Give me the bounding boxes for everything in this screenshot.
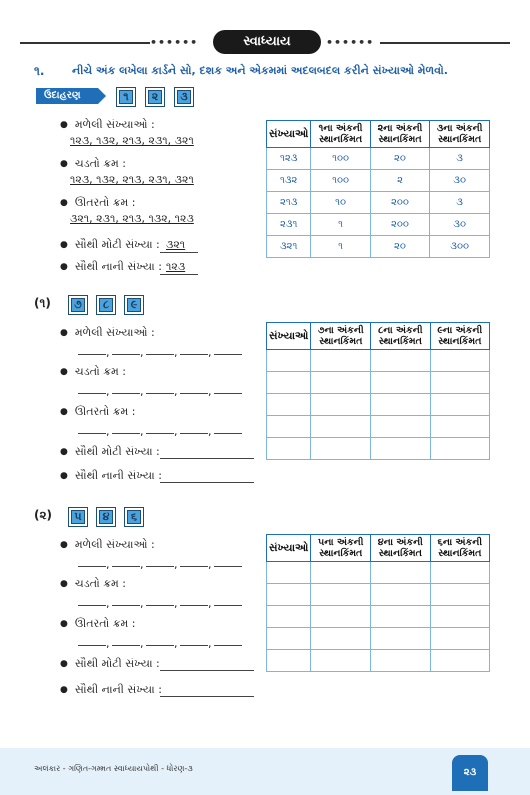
table-cell[interactable] <box>311 416 371 438</box>
comma-separator: , <box>208 597 212 610</box>
answer-obtained: ૧૨૩, ૧૩૨, ૨૧૩, ૨૩૧, ૩૨૧ <box>70 134 194 147</box>
comma-separator: , <box>140 558 144 571</box>
comma-separator: , <box>208 385 212 398</box>
header-dots-left: •••••• <box>150 36 199 49</box>
answer-blank[interactable] <box>78 433 106 434</box>
digit-card: ૩ <box>174 87 194 107</box>
table-cell[interactable] <box>430 628 489 650</box>
answer-smallest: ૧૨૩ <box>166 260 186 273</box>
table-cell: ૧૨૩ <box>267 148 311 170</box>
table-header: ૬ના અંકની સ્થાનકિંમત <box>430 535 489 562</box>
table-row <box>267 192 490 214</box>
table-cell[interactable] <box>371 372 430 394</box>
table-cell[interactable] <box>430 562 489 584</box>
answer-blank[interactable] <box>78 354 106 355</box>
table-row <box>267 584 490 606</box>
table-cell[interactable] <box>267 650 311 672</box>
table-cell: ૩૨૧ <box>267 236 311 258</box>
table-cell: ૩૦૦ <box>430 236 490 258</box>
answer-blank[interactable] <box>112 433 140 434</box>
table-cell: ૩ <box>430 192 490 214</box>
answer-blank[interactable] <box>78 645 106 646</box>
table-row <box>267 236 490 258</box>
digit-card: ૫ <box>68 507 88 527</box>
table-cell: ૧૦ <box>311 192 370 214</box>
digit-card: ૧ <box>116 87 136 107</box>
answer-blank[interactable] <box>146 605 174 606</box>
comma-separator: , <box>140 425 144 438</box>
table-header: ૪ના અંકની સ્થાનકિંમત <box>371 535 431 562</box>
label-smallest: ● સૌથી નાની સંખ્યા : <box>60 683 162 697</box>
table-header-row <box>267 323 490 350</box>
exercise2-place-value-table <box>266 534 490 672</box>
comma-separator: , <box>174 597 178 610</box>
table-header: સંખ્યાઓ <box>267 323 311 350</box>
answer-blank[interactable] <box>160 696 254 697</box>
answer-blank[interactable] <box>146 354 174 355</box>
answer-blank[interactable] <box>112 566 140 567</box>
table-cell[interactable] <box>430 350 490 372</box>
table-header: ૯ના અંકની સ્થાનકિંમત <box>430 323 490 350</box>
table-row <box>267 148 490 170</box>
answer-blank[interactable] <box>146 566 174 567</box>
table-cell[interactable] <box>371 628 431 650</box>
digit-card: ૯ <box>124 295 144 315</box>
table-row <box>267 416 490 438</box>
answer-descending: ૩૨૧, ૨૩૧, ૨૧૩, ૧૩૨, ૧૨૩ <box>70 212 194 225</box>
table-row <box>267 350 490 372</box>
comma-separator: , <box>174 558 178 571</box>
comma-separator: , <box>106 385 110 398</box>
answer-blank[interactable] <box>78 393 106 394</box>
table-header: ૩ના અંકની સ્થાનકિંમત <box>430 121 490 148</box>
table-cell[interactable] <box>267 562 311 584</box>
table-cell[interactable] <box>430 438 490 460</box>
comma-separator: , <box>140 385 144 398</box>
answer-blank[interactable] <box>78 566 106 567</box>
table-cell[interactable] <box>311 650 371 672</box>
answer-blank[interactable] <box>180 354 208 355</box>
table-row <box>267 372 490 394</box>
answer-blank[interactable] <box>180 393 208 394</box>
table-cell[interactable] <box>267 372 311 394</box>
table-cell: ૩ <box>430 148 490 170</box>
label-descending: ● ઊતરતો ક્રમ : <box>60 196 136 210</box>
table-cell: ૧૩૨ <box>267 170 311 192</box>
table-cell: ૧૦૦ <box>311 170 370 192</box>
table-cell: ૩૦ <box>430 170 490 192</box>
answer-blank[interactable] <box>160 482 254 483</box>
table-cell[interactable] <box>430 650 489 672</box>
label-largest: ● સૌથી મોટી સંખ્યા : <box>60 238 160 252</box>
table-cell[interactable] <box>371 350 430 372</box>
answer-blank[interactable] <box>214 393 242 394</box>
comma-separator: , <box>106 425 110 438</box>
table-cell[interactable] <box>371 606 431 628</box>
page-title: સ્વાધ્યાય <box>213 30 321 54</box>
table-row <box>267 170 490 192</box>
table-cell[interactable] <box>311 584 371 606</box>
answer-blank[interactable] <box>214 354 242 355</box>
table-cell[interactable] <box>311 562 371 584</box>
table-cell[interactable] <box>430 394 490 416</box>
answer-ascending: ૧૨૩, ૧૩૨, ૨૧૩, ૨૩૧, ૩૨૧ <box>70 173 194 186</box>
answer-blank[interactable] <box>112 605 140 606</box>
table-header-row <box>267 535 490 562</box>
table-cell[interactable] <box>311 628 371 650</box>
table-cell[interactable] <box>311 438 371 460</box>
table-cell: ૨૩૧ <box>267 214 311 236</box>
table-header-row <box>267 121 490 148</box>
label-largest: ● સૌથી મોટી સંખ્યા : <box>60 657 160 671</box>
comma-separator: , <box>208 558 212 571</box>
table-cell: ૨ <box>370 170 430 192</box>
label-obtained: ● મળેલી સંખ્યાઓ : <box>60 118 155 132</box>
table-row <box>267 650 490 672</box>
table-row <box>267 606 490 628</box>
table-cell: ૨૦૦ <box>370 214 430 236</box>
table-cell[interactable] <box>267 606 311 628</box>
header-rule-left <box>20 42 150 44</box>
table-header: સંખ્યાઓ <box>267 121 311 148</box>
table-cell[interactable] <box>267 438 311 460</box>
table-cell[interactable] <box>430 416 490 438</box>
table-cell: ૨૦ <box>370 148 430 170</box>
comma-separator: , <box>208 425 212 438</box>
table-cell[interactable] <box>267 350 311 372</box>
digit-card: ૨ <box>145 87 165 107</box>
exercise-number: (૧) <box>34 296 51 310</box>
table-cell: ૩૦ <box>430 214 490 236</box>
table-cell[interactable] <box>430 606 489 628</box>
table-cell[interactable] <box>371 438 430 460</box>
table-header: ૫ના અંકની સ્થાનકિંમત <box>311 535 371 562</box>
table-row <box>267 394 490 416</box>
question-number: ૧. <box>34 64 45 78</box>
answer-blank[interactable] <box>214 645 242 646</box>
table-header: ૮ના અંકની સ્થાનકિંમત <box>371 323 430 350</box>
table-cell[interactable] <box>430 372 490 394</box>
table-cell[interactable] <box>311 394 371 416</box>
table-cell: ૨૦ <box>370 236 430 258</box>
example-badge: ઉદાહરણ <box>36 88 98 104</box>
answer-underline <box>160 274 198 275</box>
table-cell[interactable] <box>371 416 430 438</box>
answer-underline <box>160 252 198 253</box>
answer-blank[interactable] <box>214 605 242 606</box>
table-cell: ૨૧૩ <box>267 192 311 214</box>
table-cell[interactable] <box>430 584 489 606</box>
table-cell[interactable] <box>311 606 371 628</box>
table-row <box>267 214 490 236</box>
exercise-number: (૨) <box>34 508 53 522</box>
answer-blank[interactable] <box>78 605 106 606</box>
table-cell[interactable] <box>267 584 311 606</box>
comma-separator: , <box>106 558 110 571</box>
comma-separator: , <box>140 637 144 650</box>
comma-separator: , <box>208 346 212 359</box>
answer-blank[interactable] <box>180 433 208 434</box>
label-smallest: ● સૌથી નાની સંખ્યા : <box>60 469 162 483</box>
digit-card: ૬ <box>124 507 144 527</box>
example-place-value-table <box>266 120 490 258</box>
table-cell[interactable] <box>267 416 311 438</box>
answer-blank[interactable] <box>112 354 140 355</box>
answer-blank[interactable] <box>180 566 208 567</box>
table-cell: ૧ <box>311 236 370 258</box>
table-header: સંખ્યાઓ <box>267 535 311 562</box>
answer-blank[interactable] <box>180 645 208 646</box>
comma-separator: , <box>106 637 110 650</box>
answer-blank[interactable] <box>160 458 254 459</box>
comma-separator: , <box>208 637 212 650</box>
page-number: ૨૩ <box>452 755 488 791</box>
table-cell[interactable] <box>371 394 430 416</box>
footer-text: અલંકાર - ગણિત-ગમ્મત સ્વાધ્યાયપોથી - ધોરણ-૩ <box>34 764 193 773</box>
comma-separator: , <box>174 385 178 398</box>
table-cell[interactable] <box>267 628 311 650</box>
digit-card: ૪ <box>96 507 116 527</box>
table-cell: ૨૦૦ <box>370 192 430 214</box>
table-row <box>267 562 490 584</box>
label-descending: ● ઊતરતો ક્રમ : <box>60 405 136 419</box>
table-cell[interactable] <box>311 350 371 372</box>
answer-blank[interactable] <box>180 605 208 606</box>
label-ascending: ● ચડતો ક્રમ : <box>60 365 126 379</box>
question-text: નીચે અંક લખેલા કાર્ડને સો, દશક અને એકમમાં અદલબદલ કરીને સંખ્યાઓ મેળવો. <box>72 64 448 77</box>
table-cell[interactable] <box>267 394 311 416</box>
comma-separator: , <box>140 346 144 359</box>
table-header: ૨ના અંકની સ્થાનકિંમત <box>370 121 430 148</box>
answer-blank[interactable] <box>214 433 242 434</box>
label-ascending: ● ચડતો ક્રમ : <box>60 577 126 591</box>
digit-card: ૮ <box>96 295 116 315</box>
answer-blank[interactable] <box>112 393 140 394</box>
table-cell: ૧૦૦ <box>311 148 370 170</box>
header-rule-right <box>380 42 510 44</box>
table-header: ૭ના અંકની સ્થાનકિંમત <box>311 323 371 350</box>
comma-separator: , <box>140 597 144 610</box>
comma-separator: , <box>174 346 178 359</box>
answer-blank[interactable] <box>146 393 174 394</box>
table-cell[interactable] <box>371 584 431 606</box>
answer-blank[interactable] <box>214 566 242 567</box>
label-descending: ● ઊતરતો ક્રમ : <box>60 617 136 631</box>
comma-separator: , <box>174 425 178 438</box>
answer-blank[interactable] <box>146 433 174 434</box>
exercise1-place-value-table <box>266 322 490 460</box>
table-cell[interactable] <box>371 562 431 584</box>
table-cell[interactable] <box>371 650 431 672</box>
table-row <box>267 628 490 650</box>
comma-separator: , <box>106 597 110 610</box>
table-header: ૧ના અંકની સ્થાનકિંમત <box>311 121 370 148</box>
answer-blank[interactable] <box>160 670 254 671</box>
comma-separator: , <box>174 637 178 650</box>
answer-blank[interactable] <box>112 645 140 646</box>
table-cell[interactable] <box>311 372 371 394</box>
table-row <box>267 438 490 460</box>
label-obtained: ● મળેલી સંખ્યાઓ : <box>60 326 155 340</box>
answer-largest: ૩૨૧ <box>166 238 186 251</box>
answer-blank[interactable] <box>146 645 174 646</box>
label-smallest: ● સૌથી નાની સંખ્યા : <box>60 260 162 274</box>
comma-separator: , <box>106 346 110 359</box>
digit-card: ૭ <box>68 295 88 315</box>
label-ascending: ● ચડતો ક્રમ : <box>60 157 126 171</box>
label-obtained: ● મળેલી સંખ્યાઓ : <box>60 538 155 552</box>
header-dots-right: •••••• <box>326 36 375 49</box>
table-cell: ૧ <box>311 214 370 236</box>
label-largest: ● સૌથી મોટી સંખ્યા : <box>60 445 160 459</box>
